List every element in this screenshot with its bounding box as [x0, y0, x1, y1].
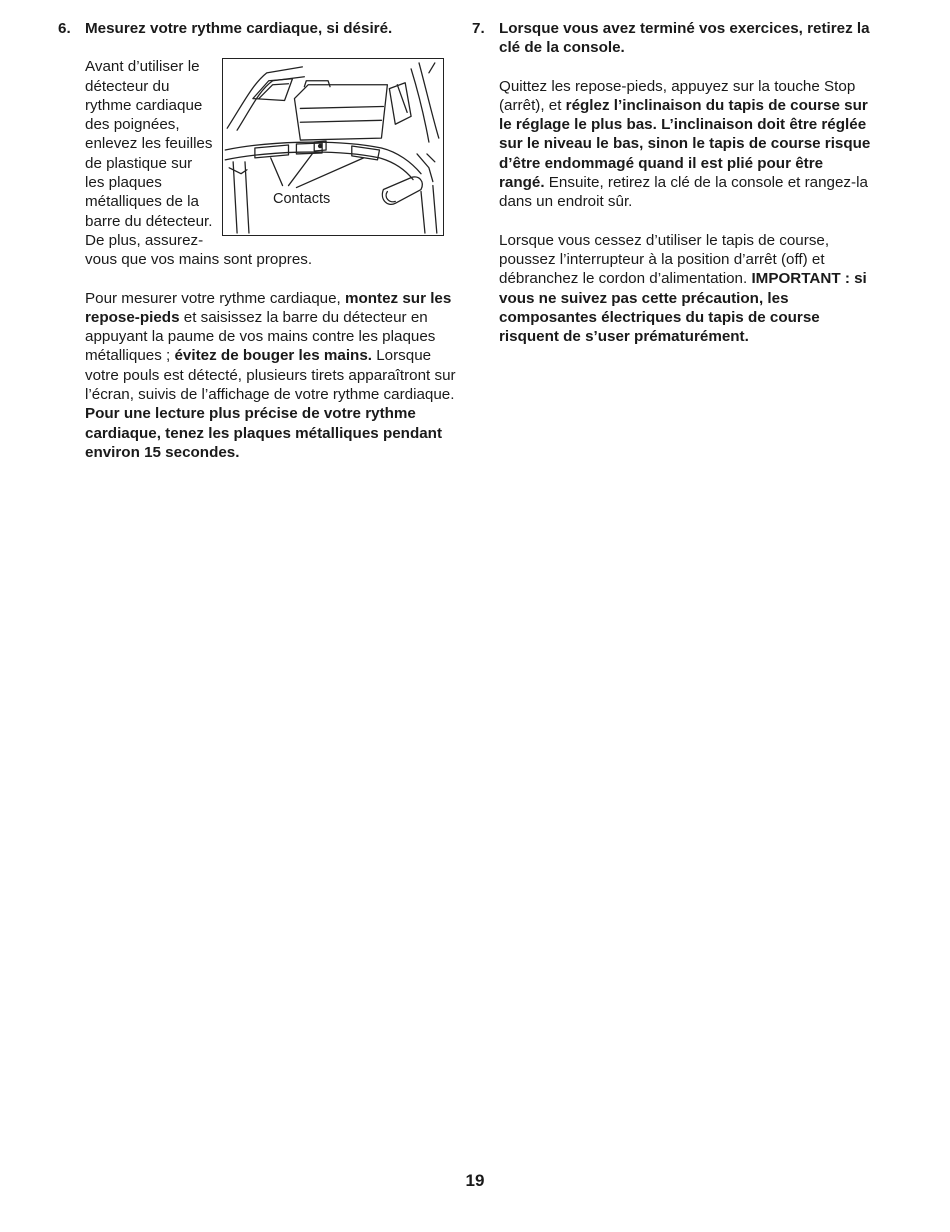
step-7-heading [472, 19, 872, 58]
step-6-heading [58, 19, 458, 38]
page-number: 19 [465, 1171, 485, 1190]
step-7-number: 7. [472, 20, 485, 37]
step-7-paragraph-2: Lorsque vous cessez d’utiliser le tapis de course, poussez l’interrupteur à la position d’arrêt (off) et débranchez le cordon d’alimentation. IMPORTANT : si vous ne suivez pas cette précaution, les composantes électriques du tapis de course risquent de s’user prématurément. [499, 231, 867, 346]
step-6-number: 6. [58, 20, 71, 37]
step-7-paragraph-1: Quittez les repose-pieds, appuyez sur la touche Stop (arrêt), et réglez l’inclinaison du tapis de course sur le réglage le plus bas. L’inclinaison doit être réglée sur le niveau le bas, sinon le tapis de course risque d’être endommagé quand il est plié pour être rangé. Ensuite, retirez la clé de la console et rangez-la dans un endroit sûr. [499, 77, 871, 211]
step-6-title: Mesurez votre rythme cardiaque, si désiré. [85, 20, 393, 37]
figure-label-contacts: Contacts [273, 191, 331, 208]
step-6-section [58, 19, 458, 462]
handlebar-contacts-figure [222, 58, 444, 236]
step-6-paragraph-2: Pour mesurer votre rythme cardiaque, montez sur les repose-pieds et saisissez la barre du détecteur en appuyant la paume de vos mains contre les plaques métalliques ; évitez de bouger les mains. Lorsque votre pouls est détecté, plusieurs tirets apparaîtront sur l’écran, suivis de l’affichage de votre rythme cardiaque. Pour une lecture plus précise de votre rythme cardiaque, tenez les plaques métalliques pendant environ 15 secondes. [85, 289, 456, 461]
step-7-section [472, 19, 872, 346]
step-6-paragraph-1: Avant d’utiliser le détecteur du rythme cardiaque des poignées, enlevez les feuilles de plastique sur les plaques métalliques de la barre du détecteur. De plus, assurez-vous que vos mains sont propres. [85, 58, 313, 269]
treadmill-handlebar-illustration [223, 59, 443, 235]
step-7-body [472, 77, 872, 347]
step-6-body [58, 57, 458, 462]
step-7-title: Lorsque vous avez terminé vos exercices, retirez la clé de la console. [499, 20, 870, 57]
